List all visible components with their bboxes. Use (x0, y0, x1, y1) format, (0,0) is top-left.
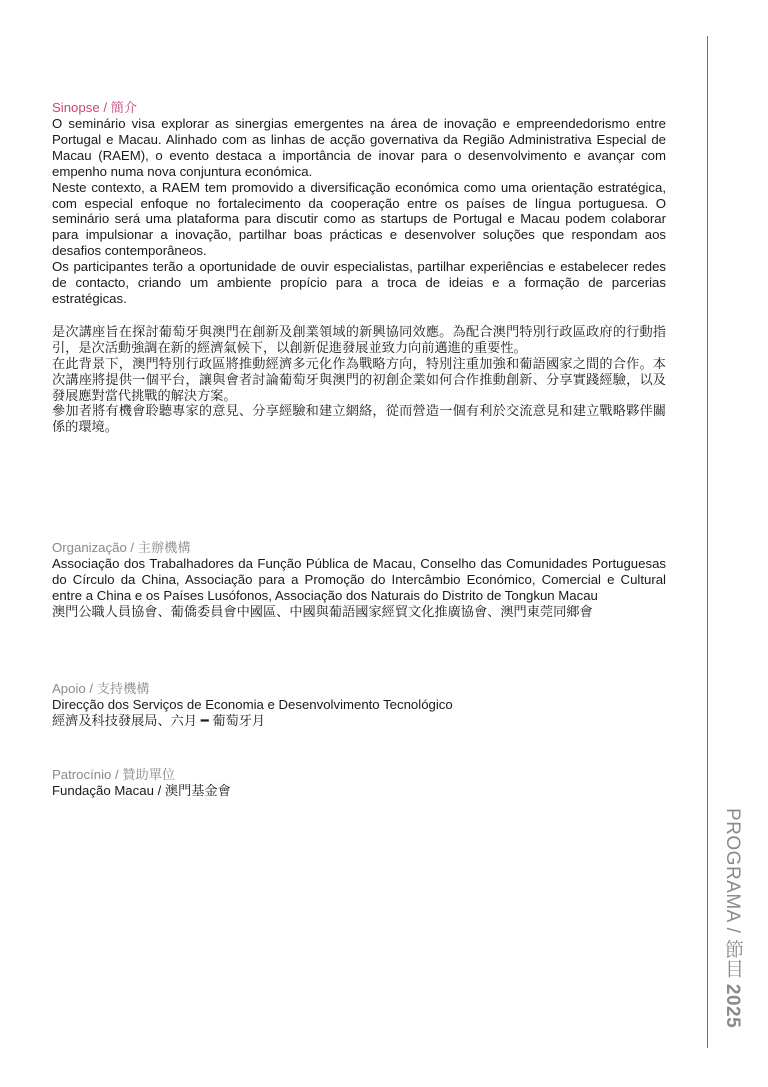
sinopse-zh-paragraph-2: 在此背景下，澳門特別行政區將推動經濟多元化作為戰略方向，特別注重加強和葡語國家之間的合作。本次講座將提供一個平台，讓與會者討論葡萄牙與澳門的初創企業如何合作推動創新、分享實踐經驗，以及發展應對當代挑戰的解決方案。 (52, 355, 666, 403)
organizacao-section (52, 540, 666, 620)
organizacao-zh: 澳門公職人員協會、葡僑委員會中國區、中國與葡語國家經貿文化推廣協會、澳門東莞同鄉會 (52, 603, 593, 619)
sinopse-pt-paragraph-2: Neste contexto, a RAEM tem promovido a diversificação económica como uma orientação estratégica, com especial enfoque no fortalecimento da cooperação entre os países de língua portuguesa. O seminário será uma plataforma para discutir como as startups de Portugal e Macau podem colaborar para impulsionar a inovação, partilhar boas prácticas e desenvolver soluções que respondam aos desafios contemporâneos. (52, 179, 666, 259)
sinopse-pt-paragraph-3: Os participantes terão a oportunidade de ouvir especialistas, partilhar experiências e estabelecer redes de contacto, criando um ambiente propício para a troca de ideias e a formação de parcerias estratégicas. (52, 259, 666, 306)
side-label-text: PROGRAMA / 節目 (722, 808, 743, 984)
patrocinio-text: Fundação Macau / 澳門基金會 (52, 783, 231, 798)
sinopse-pt-paragraph-1: O seminário visa explorar as sinergias emergentes na área de inovação e empreendedorismo entre Portugal e Macau. Alinhado com as linhas de acção governativa da Região Administrativa Especial de Macau (RAEM), o evento destaca a importância de inovar para o desenvolvimento e avançar com empenho numa nova conjuntura económica. (52, 116, 666, 179)
apoio-heading: Apoio / 支持機構 (52, 681, 150, 696)
side-divider-line (707, 36, 708, 1048)
apoio-pt: Direcção dos Serviços de Economia e Desenvolvimento Tecnológico (52, 697, 453, 712)
sinopse-zh-paragraph-3: 參加者將有機會聆聽專家的意見、分享經驗和建立網絡，從而營造一個有利於交流意見和建立戰略夥伴關係的環境。 (52, 403, 666, 435)
main-content (52, 100, 666, 798)
apoio-section (52, 681, 666, 729)
patrocinio-heading: Patrocínio / 贊助單位 (52, 767, 176, 782)
side-program-label (712, 808, 746, 1048)
sinopse-zh-paragraph-1: 是次講座旨在探討葡萄牙與澳門在創新及創業領域的新興協同效應。為配合澳門特別行政區政府的行動指引，是次活動強調在新的經濟氣候下，以創新促進發展並致力向前邁進的重要性。 (52, 323, 666, 355)
side-label-year: 2025 (722, 983, 743, 1029)
apoio-zh: 經濟及科技發展局、六月 ━ 葡萄牙月 (52, 712, 266, 728)
sinopse-heading: Sinopse / 簡介 (52, 100, 138, 115)
patrocinio-section (52, 767, 666, 799)
organizacao-pt: Associação dos Trabalhadores da Função Pública de Macau, Conselho das Comunidades Portuguesas do Círculo da China, Associação para a Promoção do Intercâmbio Económico, Comercial e Cultural entre a China e os Países Lusófonos, Associação dos Naturais do Distrito de Tongkun Macau (52, 556, 666, 603)
organizacao-heading: Organização / 主辦機構 (52, 540, 191, 555)
spacer (52, 307, 666, 324)
